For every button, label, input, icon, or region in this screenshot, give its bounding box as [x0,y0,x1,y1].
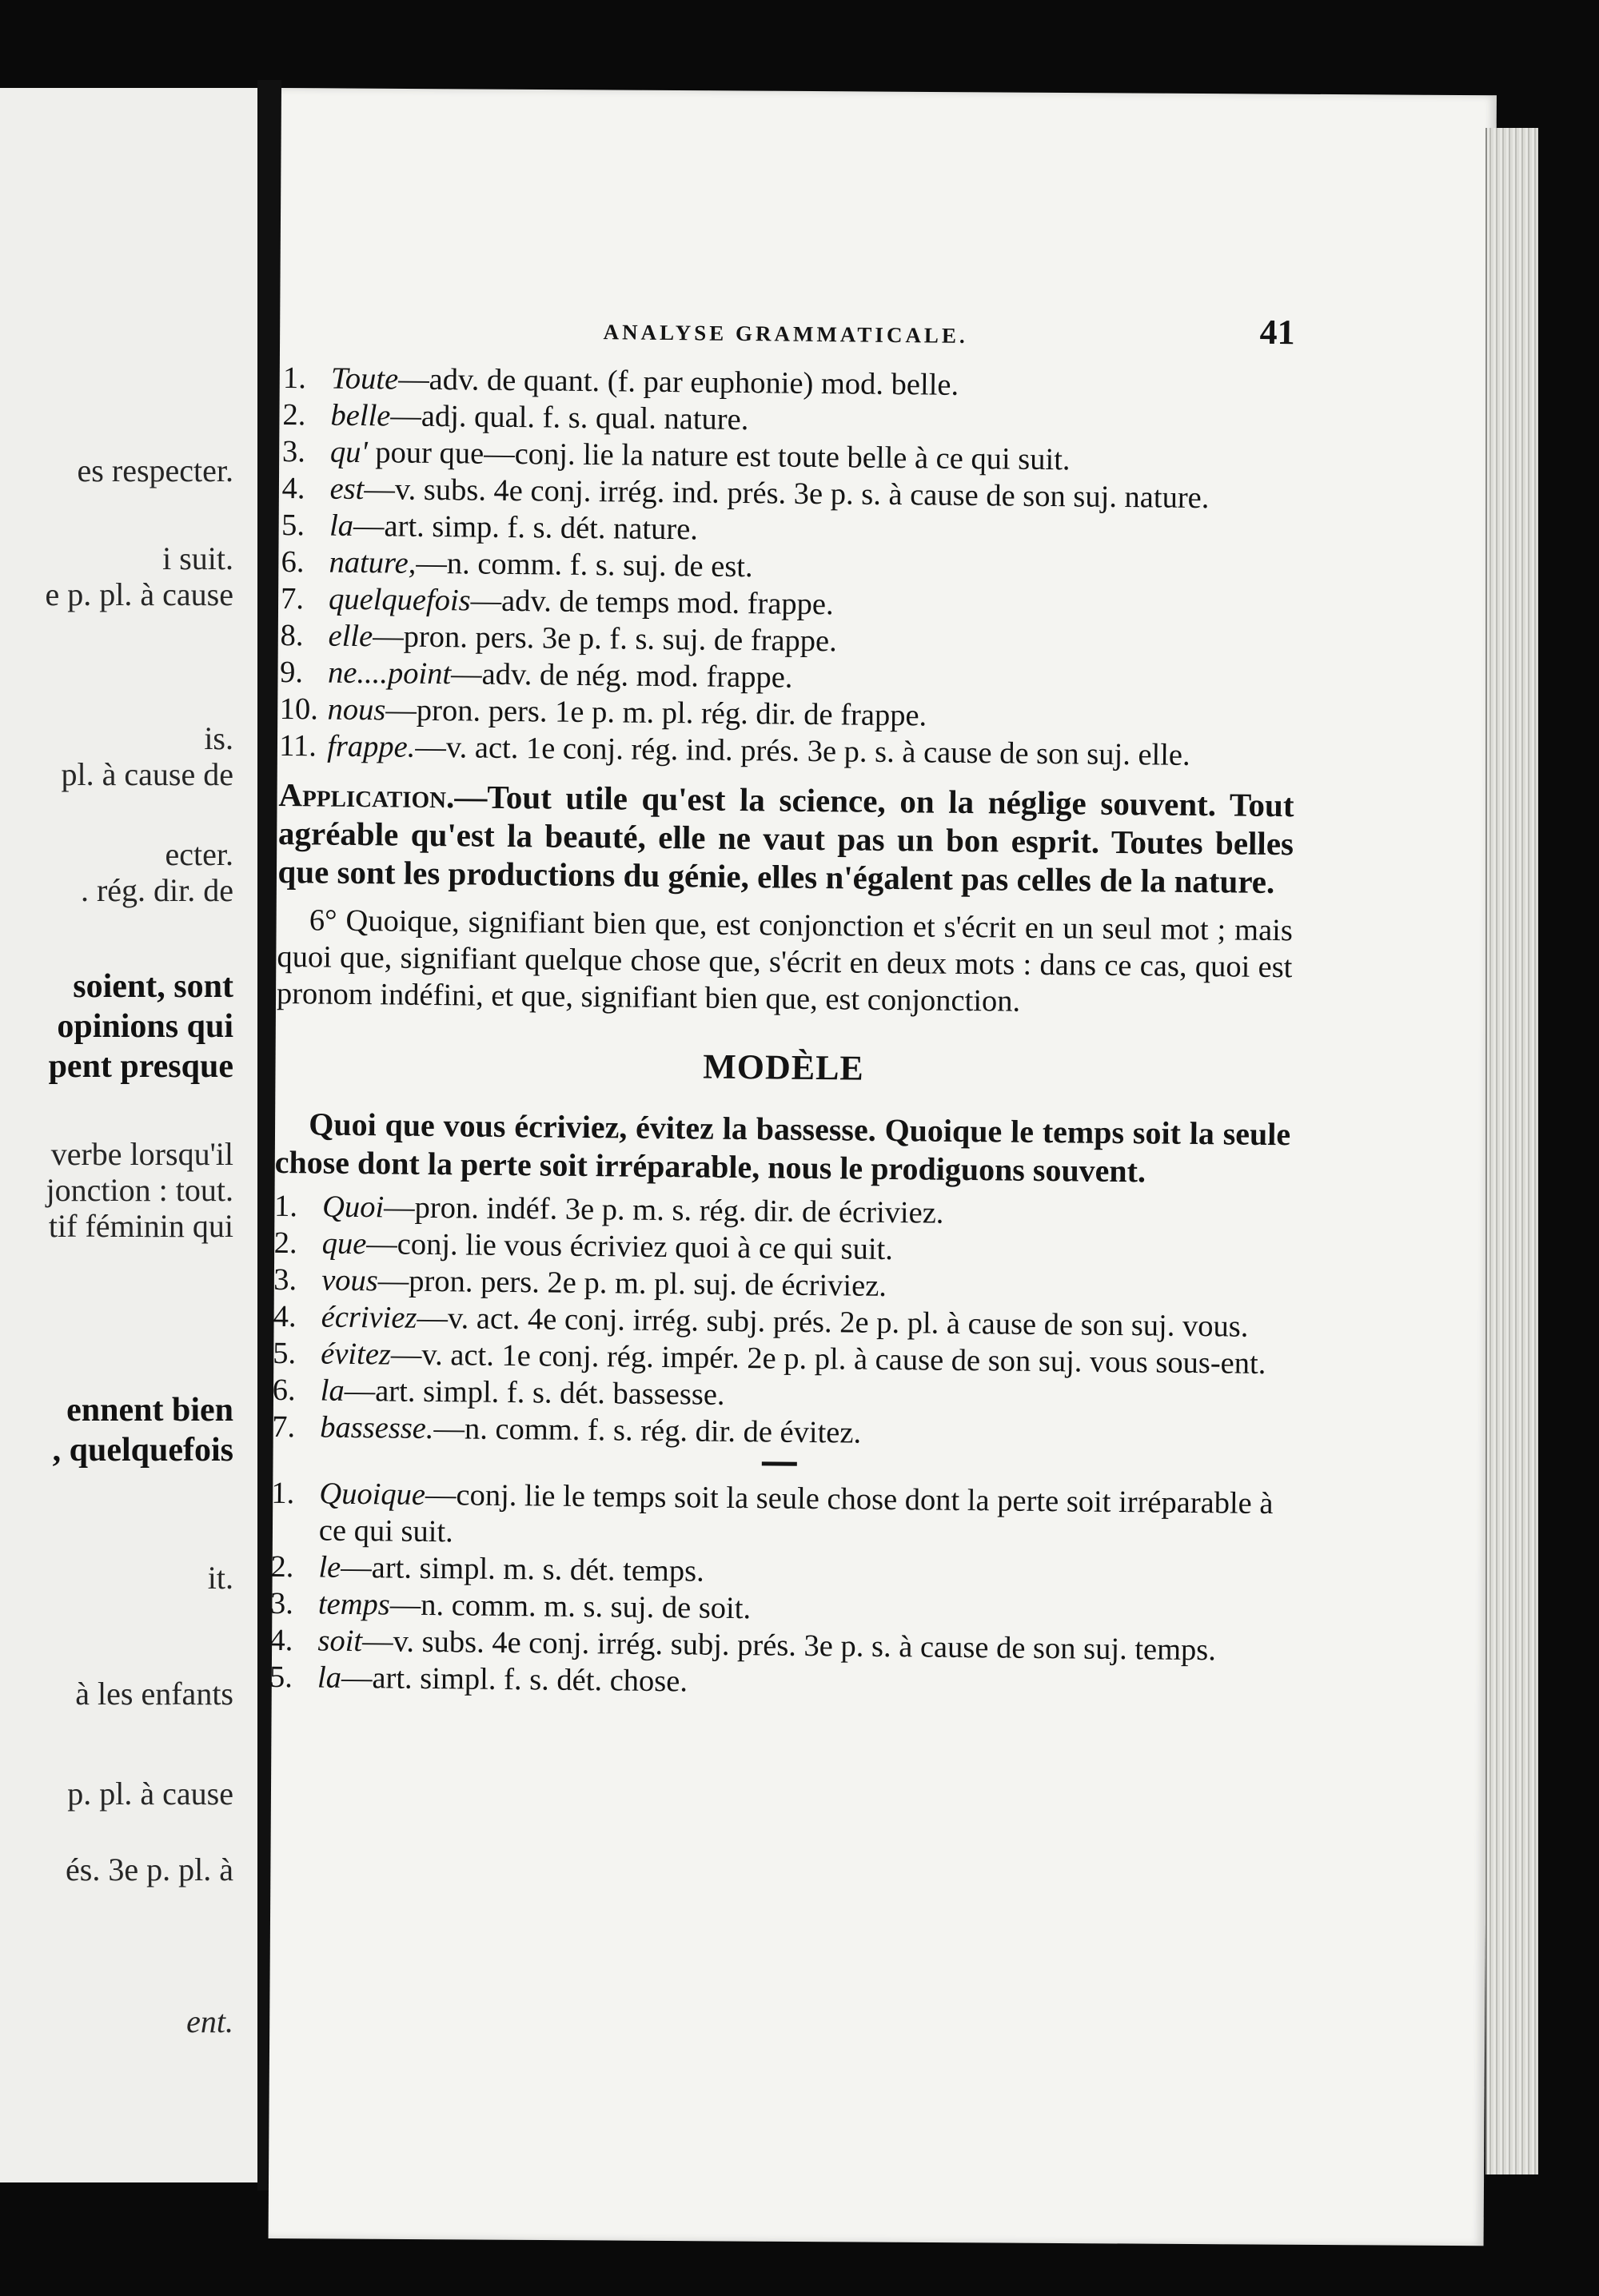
left-text-line: . rég. dir. de [80,872,233,908]
item-number: 10. [279,692,319,727]
analyzed-word: frappe. [326,729,416,764]
analyzed-word: qu' [329,435,369,470]
analyzed-word: temps [317,1587,391,1622]
left-text-line: p. pl. à cause [67,1776,233,1812]
analyzed-word: soit [317,1624,363,1659]
analyzed-word: vous [321,1263,379,1298]
analyzed-word: Toute [330,361,399,397]
item-number: 2. [270,1549,294,1584]
left-text-line: ennent bien [66,1392,233,1429]
analysis-text: —v. act. 1e conj. rég. impér. 2e p. pl. à cause de son suj. vous sous-ent. [390,1337,1266,1381]
analysis-text: —art. simp. f. s. dét. nature. [353,508,699,547]
left-text-line: ecter. [165,836,233,872]
left-text-line: és. 3e p. pl. à [66,1852,233,1887]
left-text-line: , quelquefois [52,1432,233,1469]
model-sentence: Quoi que vous écriviez, évitez la bassesse. Quoique le temps soit la seule chose dont la perte soit irréparable, nous le prodiguons souvent. [274,1106,1291,1190]
item-number: 2. [273,1226,297,1261]
analysis-text: —conj. lie le temps soit la seule chose dont la perte soit irréparable à ce qui suit. [318,1477,1274,1549]
application-label: Application. [278,775,455,815]
analysis-list-3 [269,1475,1287,1706]
analysis-text: —adv. de temps mod. frappe. [470,584,834,622]
analysis-item [271,1475,1287,1559]
item-number: 7. [272,1409,296,1445]
analysis-text: —v. act. 1e conj. rég. ind. prés. 3e p. s. à cause de son suj. elle. [415,730,1190,772]
analysis-text: pour que—conj. lie la nature est toute belle à ce qui suit. [367,436,1071,477]
analyzed-word: que [321,1226,367,1262]
left-text-line: opinions qui [57,1008,233,1045]
analysis-text: —adv. de quant. (f. par euphonie) mod. belle. [397,362,959,402]
analyzed-word: elle [328,619,373,654]
analysis-text: —art. simpl. m. s. dét. temps. [341,1550,704,1588]
item-number: 1. [282,361,307,396]
section-divider [762,1461,797,1465]
analysis-text: —v. subs. 4e conj. irrég. subj. prés. 3e p. s. à cause de son suj. temps. [361,1624,1217,1668]
item-number: 2. [282,397,306,432]
item-number: 6. [272,1373,296,1408]
running-header [283,304,1299,370]
analyzed-word: belle [330,398,391,433]
analyzed-word: évitez [321,1337,392,1372]
analysis-text: —adv. de nég. mod. frappe. [450,657,793,695]
left-text-line: it. [207,1560,233,1596]
analysis-text: —n. comm. f. s. suj. de est. [416,546,753,584]
page-edge-stack [1485,128,1538,2174]
item-number: 9. [279,655,304,690]
item-number: 4. [273,1299,297,1334]
analyzed-word: Quoi [321,1190,385,1225]
left-text-line: es respecter. [77,452,233,488]
running-header-title: ANALYSE GRAMMATICALE. [603,320,968,348]
item-number: 7. [280,581,305,616]
left-text-line: jonction : tout. [46,1172,233,1208]
analysis-text: —v. subs. 4e conj. irrég. ind. prés. 3e p. s. à cause de son suj. nature. [364,472,1210,516]
analysis-text: —n. comm. f. s. rég. dir. de évitez. [433,1412,862,1450]
left-text-line: verbe lorsqu'il [50,1136,233,1172]
left-text-line: pent presque [48,1048,233,1085]
analysis-list-1 [279,360,1298,775]
analysis-text: —n. comm. m. s. suj. de soit. [389,1588,752,1626]
analyzed-word: ne....point [327,656,452,692]
item-number: 5. [281,508,305,543]
item-number: 8. [280,618,304,653]
analysis-text: —v. act. 4e conj. irrég. subj. prés. 2e p. pl. à cause de son suj. vous. [417,1301,1249,1344]
analysis-text: —conj. lie vous écriviez quoi à ce qui suit. [366,1227,894,1267]
left-text-line: ent. [186,2003,233,2039]
item-number: 5. [273,1336,297,1371]
item-number: 6. [281,544,305,580]
application-text: —Tout utile qu'est la science, on la néglige souvent. Tout agréable qu'est la beauté, elle ne vaut pas un bon esprit. Toutes belles que sont les productions du génie, elles n'égalent pas celles de la nature. [277,778,1294,901]
analyzed-word: Quoique [319,1477,426,1512]
analysis-text: —pron. pers. 2e p. m. pl. suj. de écriviez. [377,1264,887,1303]
left-text-line: is. [204,720,233,756]
left-text-line: e p. pl. à cause [45,576,233,612]
item-number: 3. [269,1586,294,1621]
analyzed-word: écriviez [321,1300,417,1335]
analyzed-word: nous [327,692,386,727]
left-text-line: pl. à cause de [61,756,233,792]
item-number: 1. [273,1189,298,1224]
application-paragraph [277,775,1294,901]
page-content [269,304,1299,1706]
item-number: 11. [278,728,317,763]
analysis-text: —art. simpl. f. s. dét. chose. [341,1660,688,1699]
page-number: 41 [1259,312,1295,353]
analyzed-word: nature, [329,545,417,580]
left-text-line: i suit. [162,540,233,576]
model-heading: MODÈLE [702,1046,865,1088]
left-page-fragment [0,88,259,2182]
item-number: 5. [269,1660,293,1695]
analyzed-word: est [329,472,365,507]
item-number: 3. [273,1262,297,1297]
analyzed-word: la [317,1660,342,1695]
item-number: 1. [271,1476,295,1511]
analyzed-word: quelquefois [328,582,471,618]
rule-paragraph: 6° Quoique, signifiant bien que, est conjonction et s'écrit en un seul mot ; mais quoi que, signifiant quelque chose que, s'écrit en deux mots : dans ce cas, quoi est pronom indéfini, et que, signifiant bien que, est conjonction. [276,903,1294,1018]
analysis-text: —art. simpl. f. s. dét. bassesse. [344,1373,725,1412]
analyzed-word: la [329,508,354,543]
analysis-text: —adj. qual. f. s. qual. nature. [390,399,749,437]
analysis-list-2 [272,1188,1290,1456]
analyzed-word: bassesse. [320,1410,434,1446]
analysis-text: —pron. indéf. 3e p. m. s. rég. dir. de écriviez. [383,1190,944,1230]
item-number: 4. [281,471,305,506]
left-text-line: tif féminin qui [48,1208,233,1244]
analyzed-word: le [318,1550,341,1584]
analyzed-word: la [320,1373,345,1408]
item-number: 3. [281,434,306,469]
left-text-line: à les enfants [75,1676,233,1712]
left-text-line: soient, sont [73,968,233,1005]
item-number: 4. [269,1623,293,1658]
analysis-text: —pron. pers. 3e p. f. s. suj. de frappe. [373,620,837,659]
analysis-text: —pron. pers. 1e p. m. pl. rég. dir. de frappe. [385,693,927,733]
